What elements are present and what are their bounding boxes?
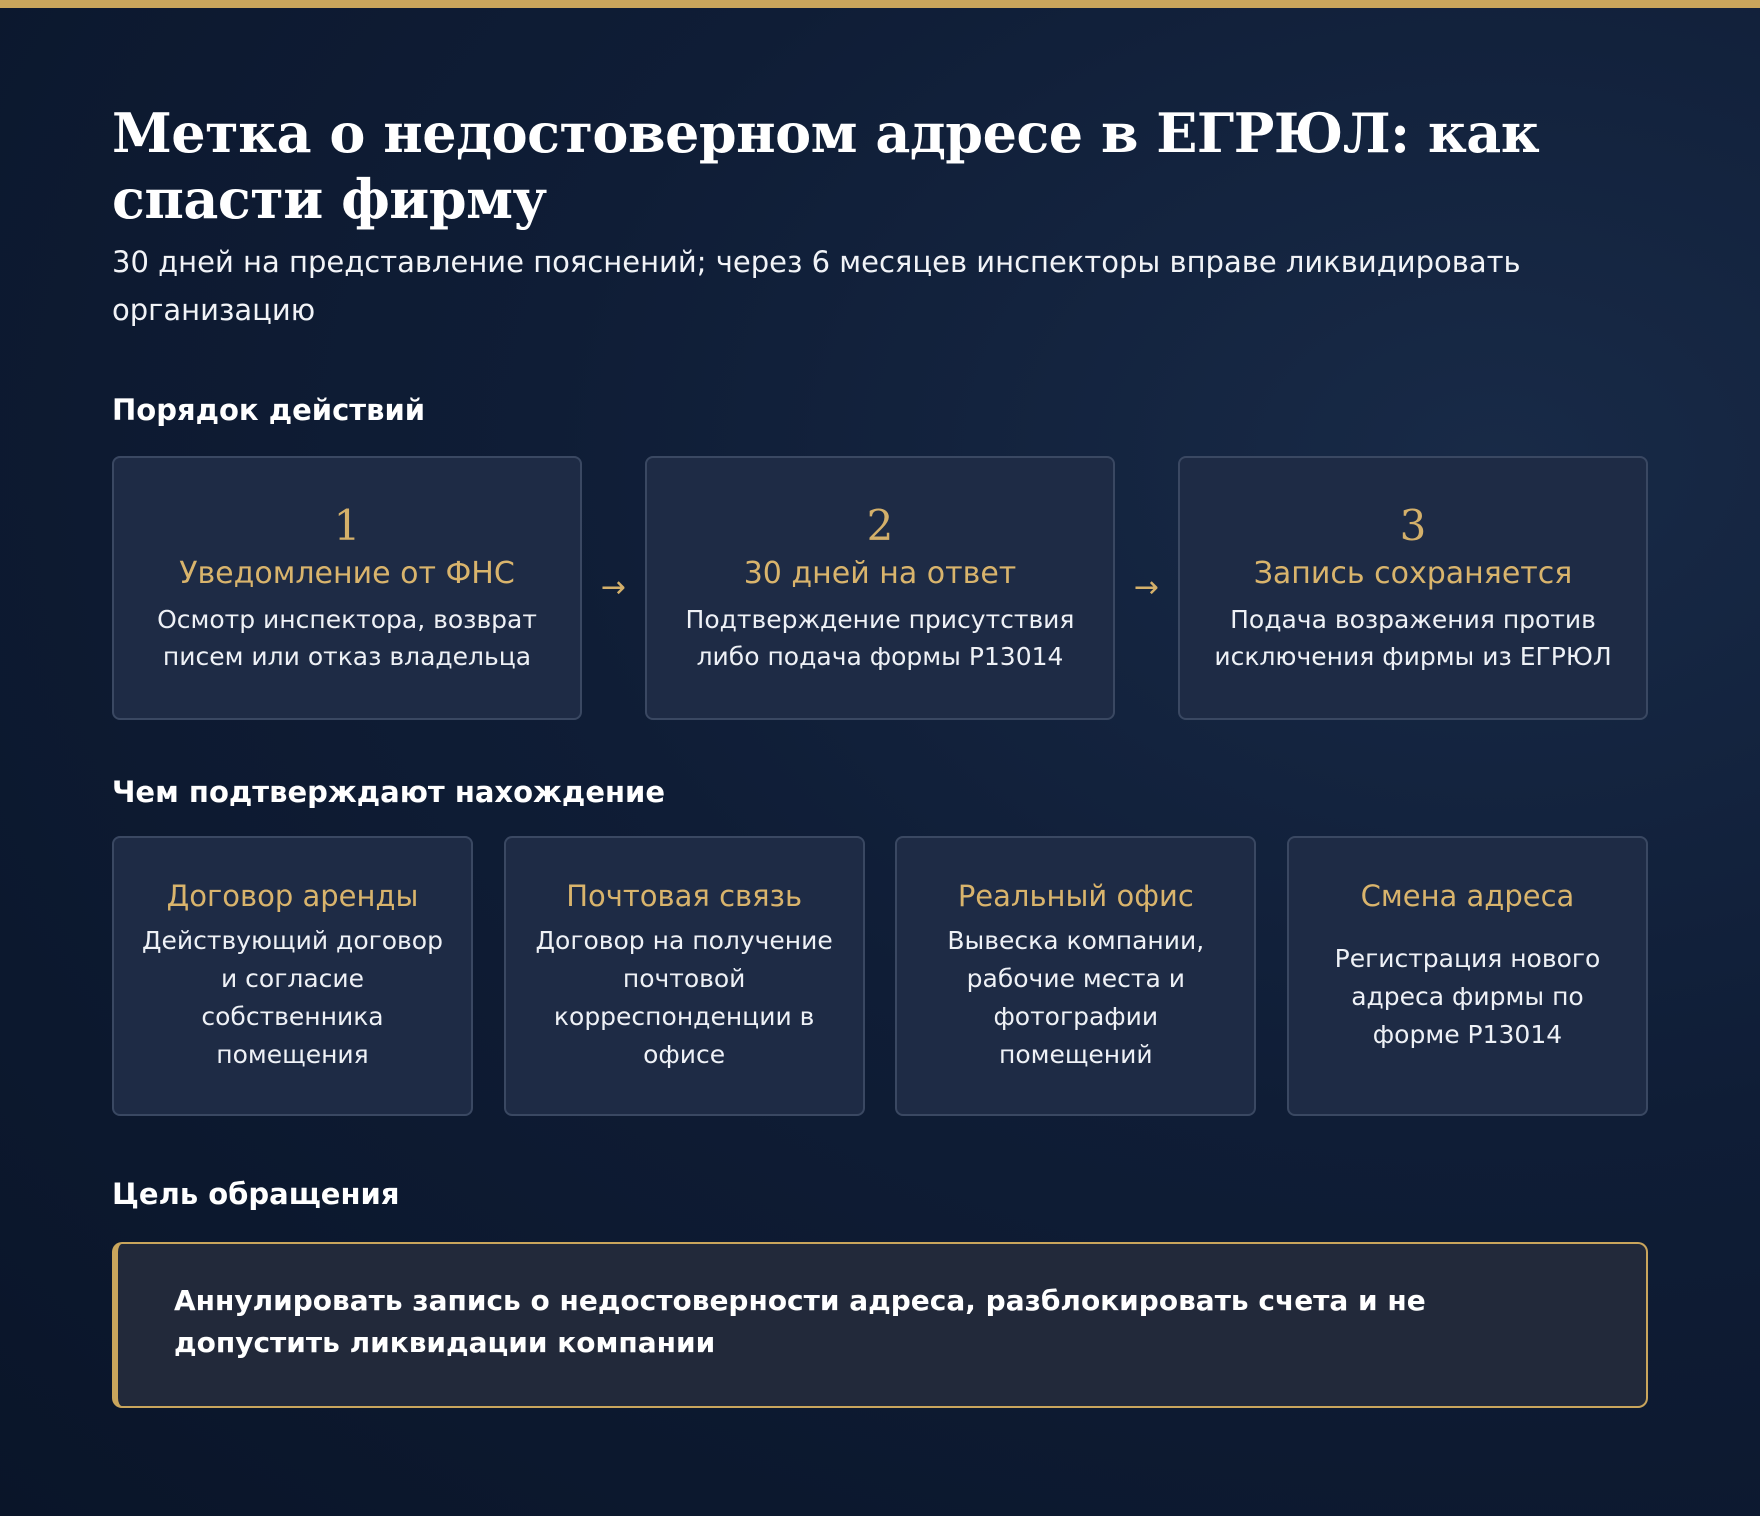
- step-title: Запись сохраняется: [1253, 556, 1573, 591]
- card-title: Почтовая связь: [566, 879, 803, 913]
- card-description: Вывеска компании, рабочие места и фотографии помещений: [947, 926, 1205, 1069]
- card-description: Действующий договор и согласие собственника помещения: [142, 926, 443, 1069]
- step-title: 30 дней на ответ: [743, 556, 1017, 591]
- proof-card-lease: [112, 836, 473, 1116]
- step-number: 3: [1399, 501, 1427, 550]
- content: [112, 100, 1648, 1408]
- step-number: 2: [866, 501, 894, 550]
- card-description: Регистрация нового адреса фирмы по форме Р13014: [1334, 944, 1601, 1049]
- goal-callout: [112, 1242, 1648, 1408]
- card-description: Договор на получение почтовой корреспонденции в офисе: [535, 926, 833, 1069]
- proof-card-office: [895, 836, 1256, 1116]
- step-card-2: [645, 456, 1115, 720]
- step-number: 1: [333, 501, 361, 550]
- page-subtitle: 30 дней на представление пояснений; через 6 месяцев инспекторы вправе ликвидировать организацию: [112, 245, 1521, 327]
- goal-text: Аннулировать запись о недостоверности адреса, разблокировать счета и не допустить ликвидации компании: [174, 1284, 1426, 1359]
- procedure-steps: [112, 456, 1648, 720]
- proof-heading: Чем подтверждают нахождение: [112, 775, 666, 809]
- step-card-1: [112, 456, 582, 720]
- step-description: Осмотр инспектора, возврат писем или отказ владельца: [157, 605, 537, 671]
- arrow-right-icon: →: [600, 570, 627, 605]
- card-title: Смена адреса: [1360, 879, 1575, 913]
- goal-heading: Цель обращения: [112, 1177, 400, 1211]
- card-title: Реальный офис: [957, 879, 1194, 913]
- proof-card-mail: [504, 836, 865, 1116]
- step-card-3: [1178, 456, 1648, 720]
- step-description: Подтверждение присутствия либо подача формы Р13014: [685, 605, 1075, 671]
- procedure-heading: Порядок действий: [112, 393, 426, 427]
- step-title: Уведомление от ФНС: [179, 556, 515, 591]
- proof-cards: [112, 836, 1648, 1116]
- proof-card-address-change: [1287, 836, 1648, 1116]
- step-description: Подача возражения против исключения фирмы из ЕГРЮЛ: [1214, 605, 1612, 671]
- card-title: Договор аренды: [166, 879, 419, 913]
- page-title: Метка о недостоверном адресе в ЕГРЮЛ: как спасти фирму: [112, 101, 1540, 231]
- arrow-right-icon: →: [1133, 570, 1160, 605]
